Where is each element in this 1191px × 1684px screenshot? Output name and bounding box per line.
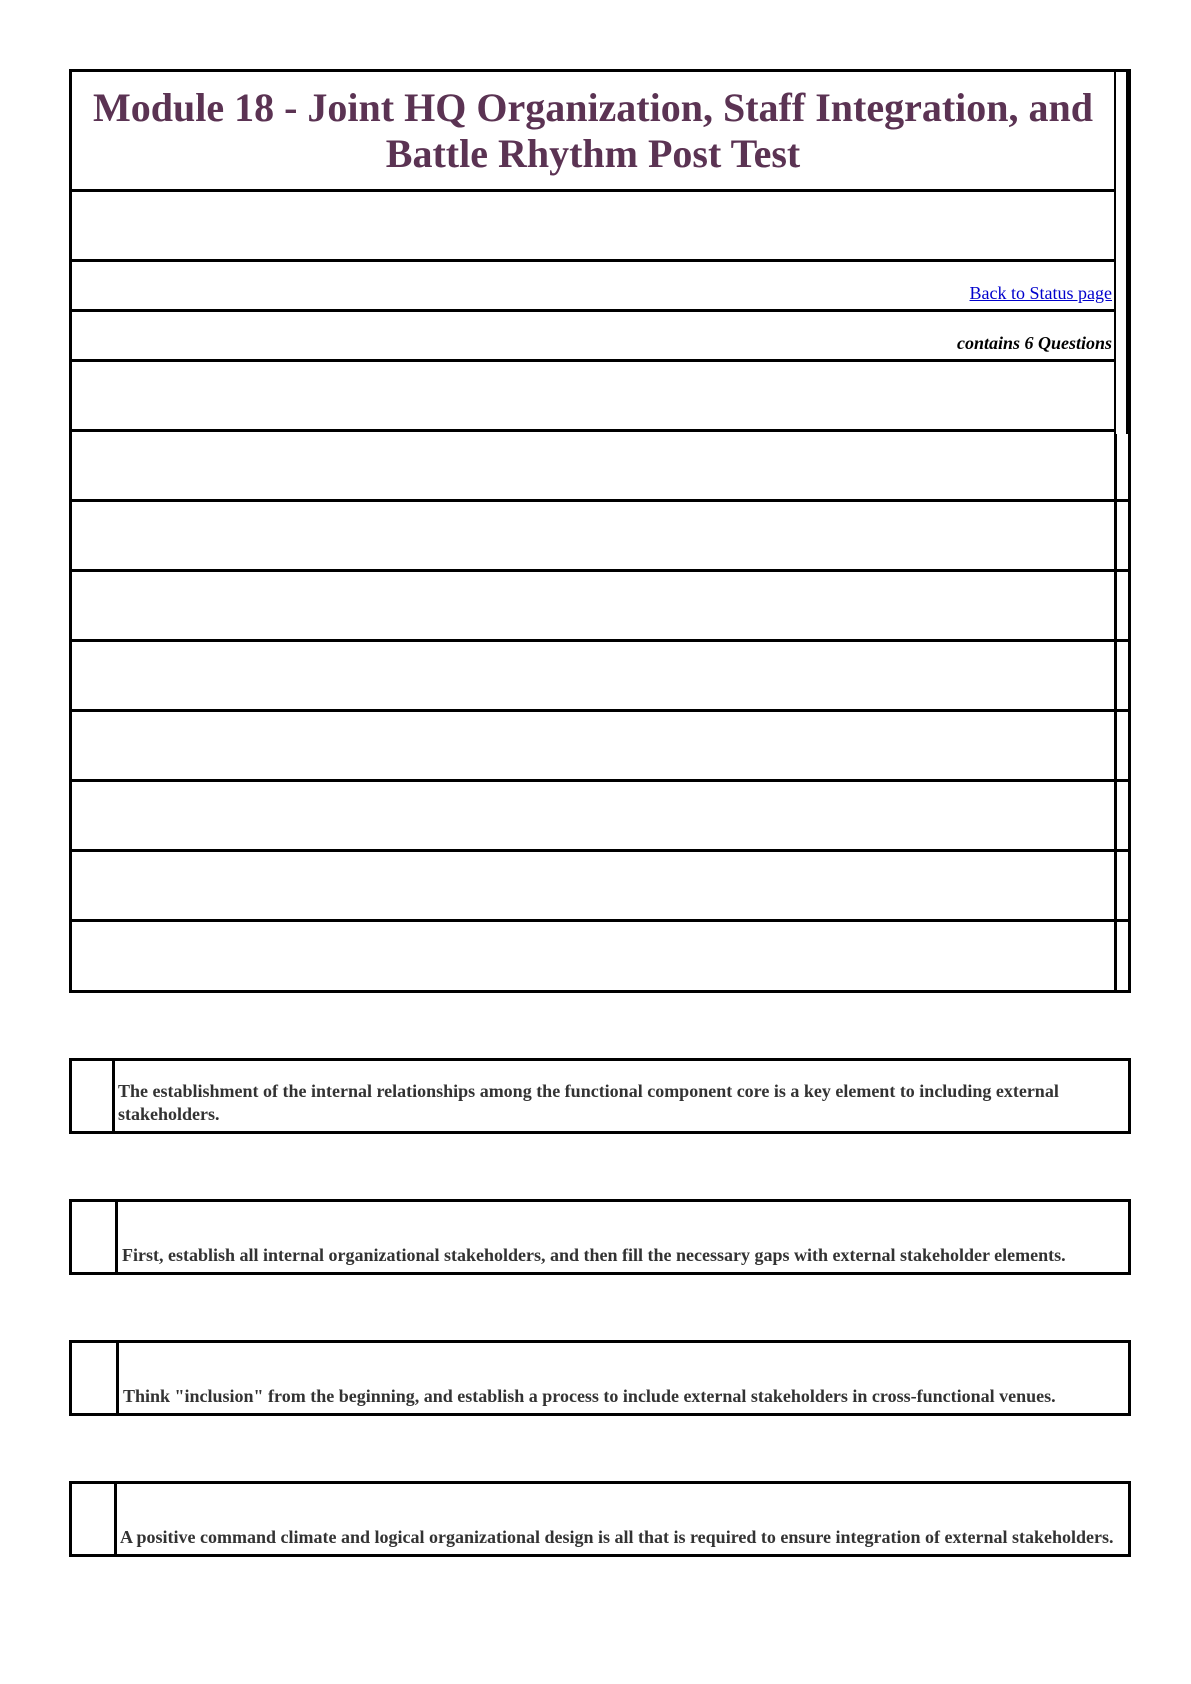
answer-option-marker[interactable] [72,1484,117,1554]
question-count-label: contains 6 Questions [956,333,1112,353]
blank-row [72,642,1128,712]
blank-row [72,502,1128,572]
title-line-2: Battle Rhythm Post Test [385,130,801,176]
question-count-row [72,312,1114,362]
blank-row [72,782,1128,852]
answer-option-text: A positive command climate and logical organizational design is all that is required to ensure integration of external stakeholders. [120,1527,1114,1547]
blank-row [72,362,1114,432]
blank-row [72,712,1128,782]
answer-option-text: The establishment of the internal relationships among the functional component core is a key element to including external stakeholders. [118,1081,1059,1124]
page-title [93,85,1093,177]
blank-row [72,852,1128,922]
title-line-1: Module 18 - Joint HQ Organization, Staff Integration, and [92,84,1094,130]
answer-option-text: First, establish all internal organizational stakeholders, and then fill the necessary gaps with external stakeholder elements. [122,1245,1066,1265]
table-right-strip-upper [1114,72,1128,434]
test-header-table [69,69,1131,993]
blank-row [72,572,1128,642]
answer-option-marker[interactable] [72,1343,119,1413]
blank-row [72,192,1114,262]
answer-option-marker[interactable] [72,1061,115,1131]
answer-option-marker[interactable] [72,1202,118,1272]
answer-option-3[interactable] [69,1340,1131,1416]
answer-option-2[interactable] [69,1199,1131,1275]
answer-option-1[interactable] [69,1058,1131,1134]
title-cell [72,72,1114,192]
answer-option-4[interactable] [69,1481,1131,1557]
answer-option-text: Think "inclusion" from the beginning, and establish a process to include external stakeholders in cross-functional venues. [123,1386,1056,1406]
back-to-status-link[interactable]: Back to Status page [969,283,1112,303]
blank-row [72,432,1128,502]
back-link-row [72,262,1114,312]
